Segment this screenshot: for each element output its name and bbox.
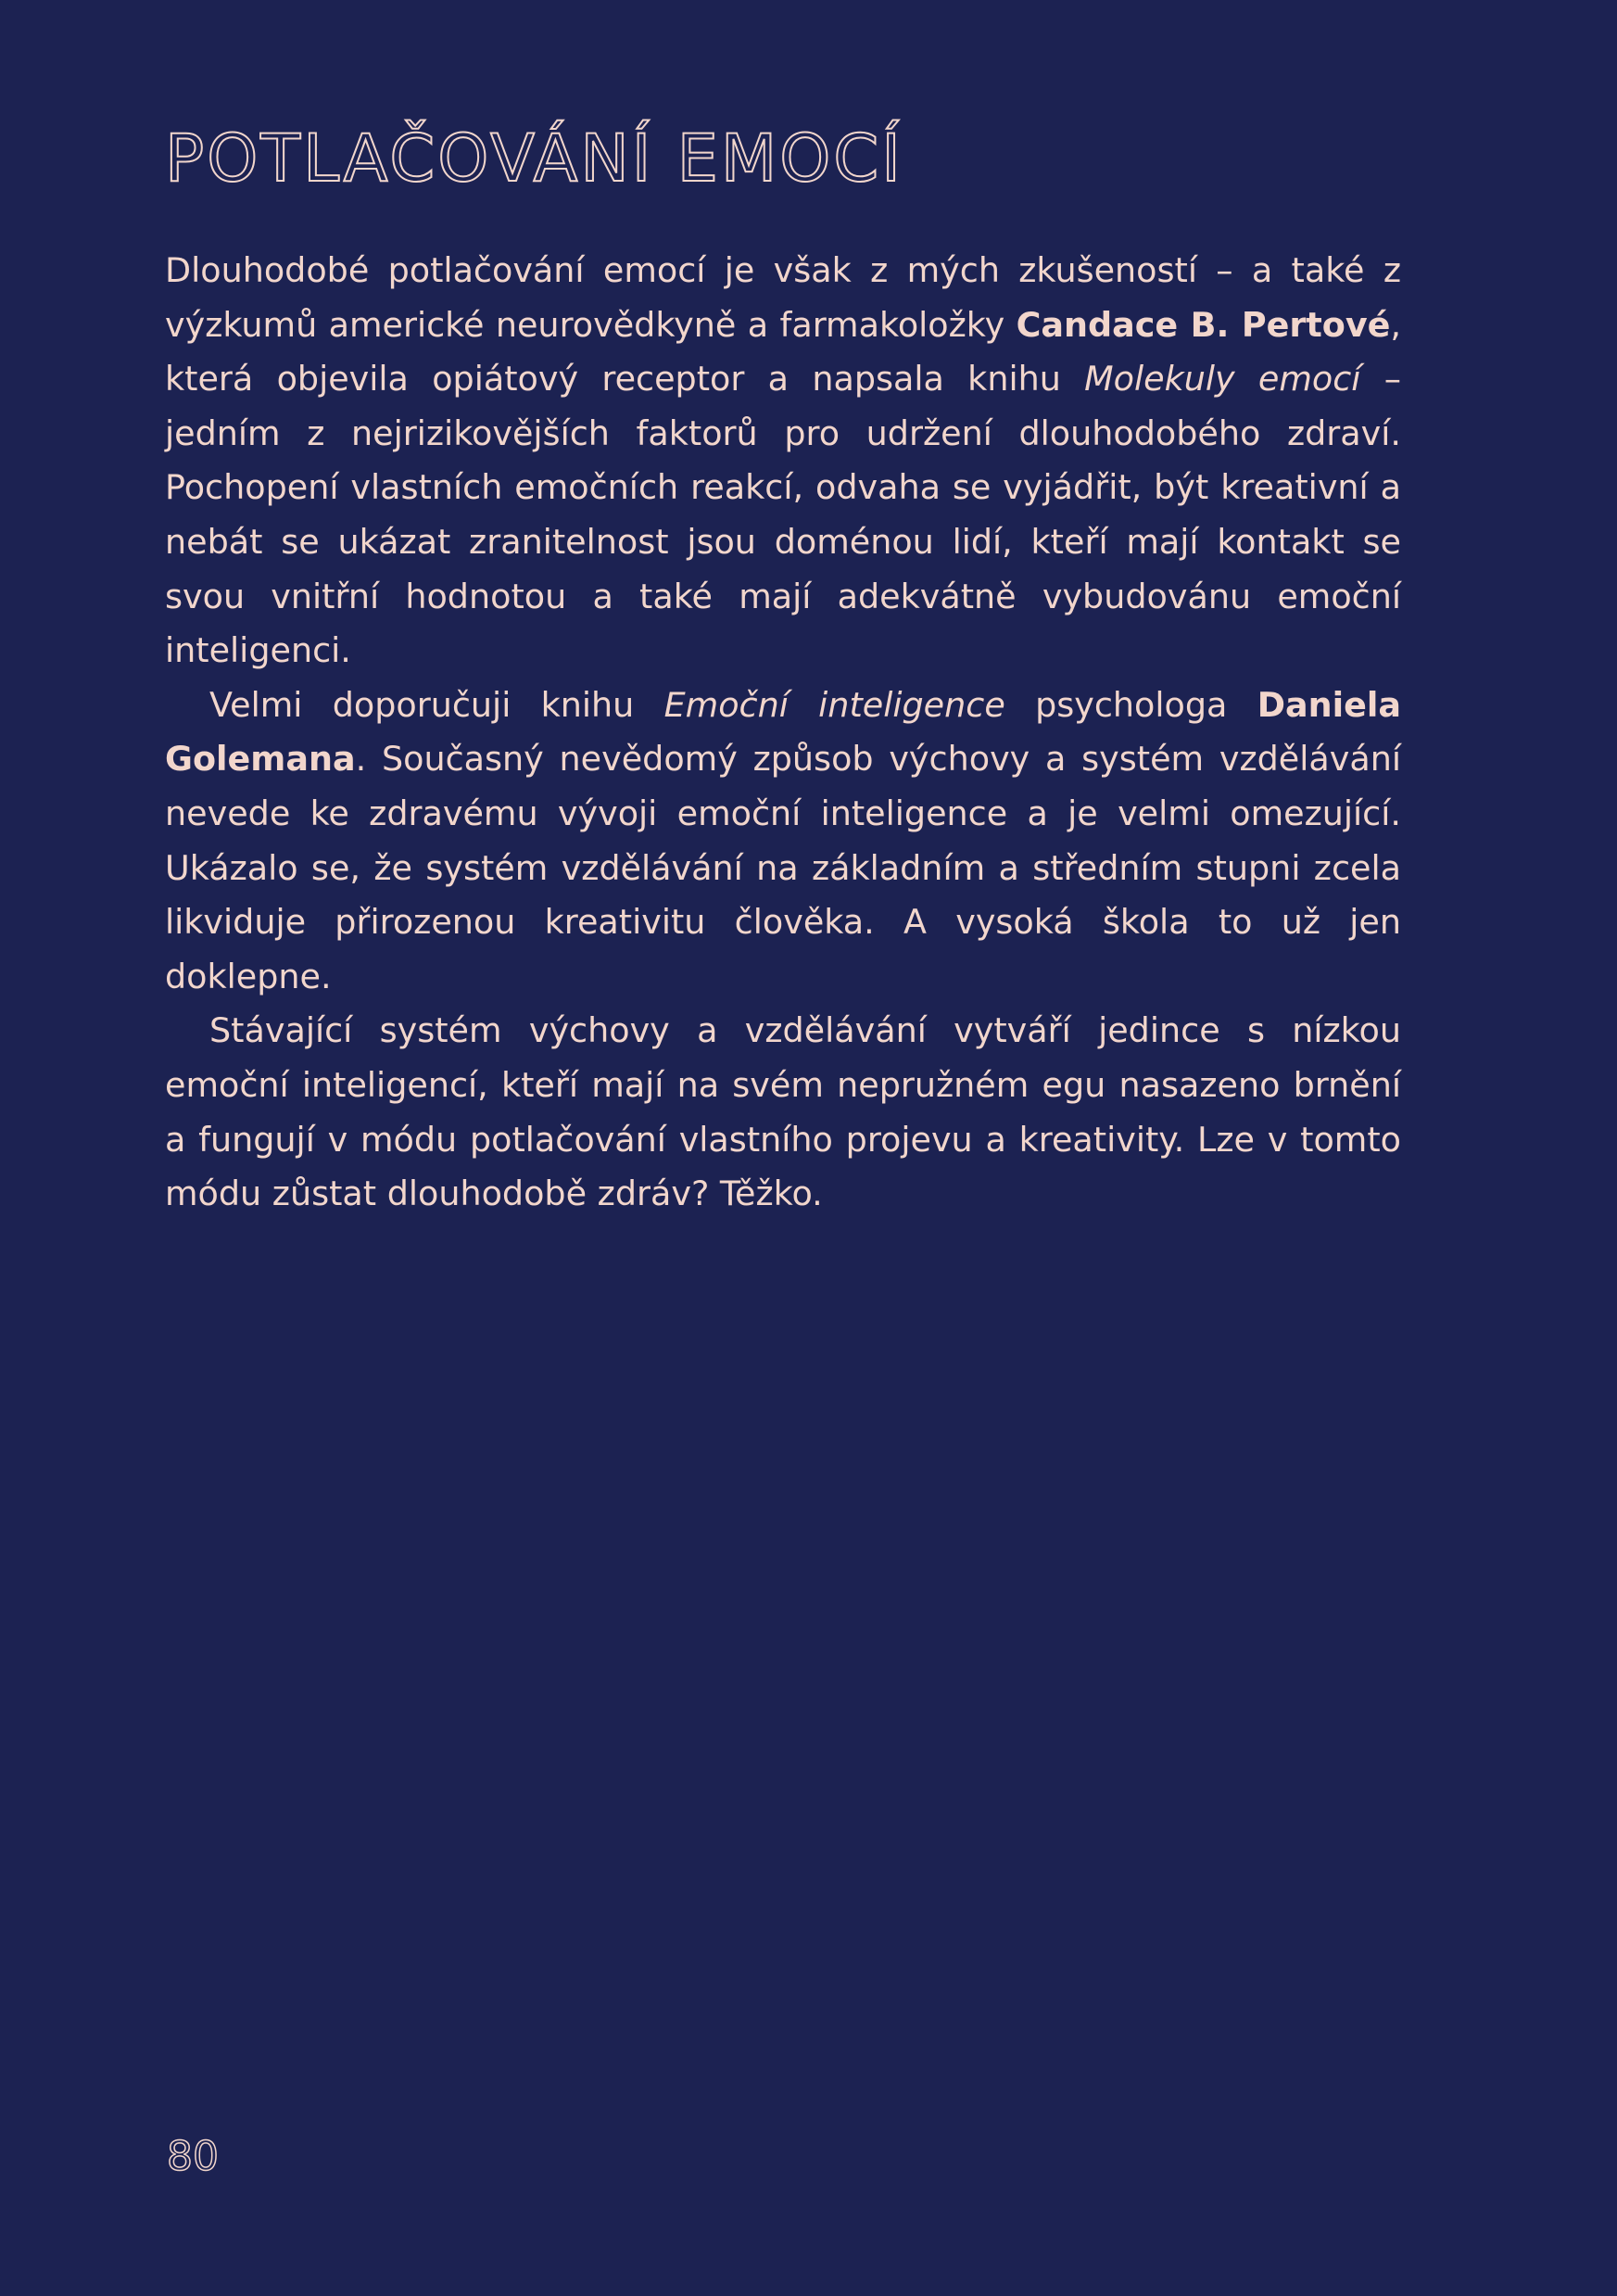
paragraph-2-text: psychologa (1004, 684, 1257, 725)
book-title-molekuly-emoci: Molekuly emocí (1084, 359, 1361, 400)
author-name-pertova: Candace B. Pertové (1016, 304, 1391, 345)
paragraph-2 (165, 679, 1401, 1005)
paragraph-1-text: Dlouhodobé potlačování emocí je však z mých zkušeností – a také z výzkumů americké neurovědkyně a farmakoložky (165, 250, 1401, 345)
body-text (165, 244, 1401, 1222)
paragraph-2-text: Velmi doporučuji knihu (209, 684, 664, 725)
paragraph-1-text: – jedním z nejrizikovějších faktorů pro udržení dlouhodobého zdraví. Pochopení vlastních emočních reakcí, odvaha se vyjádřit, být kreativní a nebát se ukázat zranitelnost jsou doménou lidí, kteří mají kontakt se svou vnitřní hodnotou a také mají adekvátně vybudovánu emoční inteligenci. (165, 359, 1401, 671)
page-title: POTLAČOVÁNÍ EMOCÍ (165, 121, 903, 197)
author-name-goleman: Daniela Golemana (165, 684, 1402, 780)
paragraph-1 (165, 244, 1401, 679)
paragraph-3-text: Stávající systém výchovy a vzdělávání vytváří jedince s nízkou emoční inteligencí, kteří mají na svém nepružném egu nasazeno brnění a fungují v módu potlačování vlastního projevu a kreativity. Lze v tomto módu zůstat dlouhodobě zdráv? Těžko. (165, 1010, 1401, 1214)
page-number: 80 (167, 2133, 219, 2180)
paragraph-3 (165, 1004, 1401, 1221)
book-title-emocni-inteligence: Emoční inteligence (663, 684, 1005, 725)
paragraph-1-text: , která objevila opiátový receptor a napsala knihu (165, 304, 1402, 400)
paragraph-2-text: . Současný nevědomý způsob výchovy a systém vzdělávání nevede ke zdravému vývoji emoční inteligence a je velmi omezující. Ukázalo se, že systém vzdělávání na základním a středním stupni zcela likviduje přirozenou kreativitu člověka. A vysoká škola to už jen doklepne. (165, 739, 1401, 996)
